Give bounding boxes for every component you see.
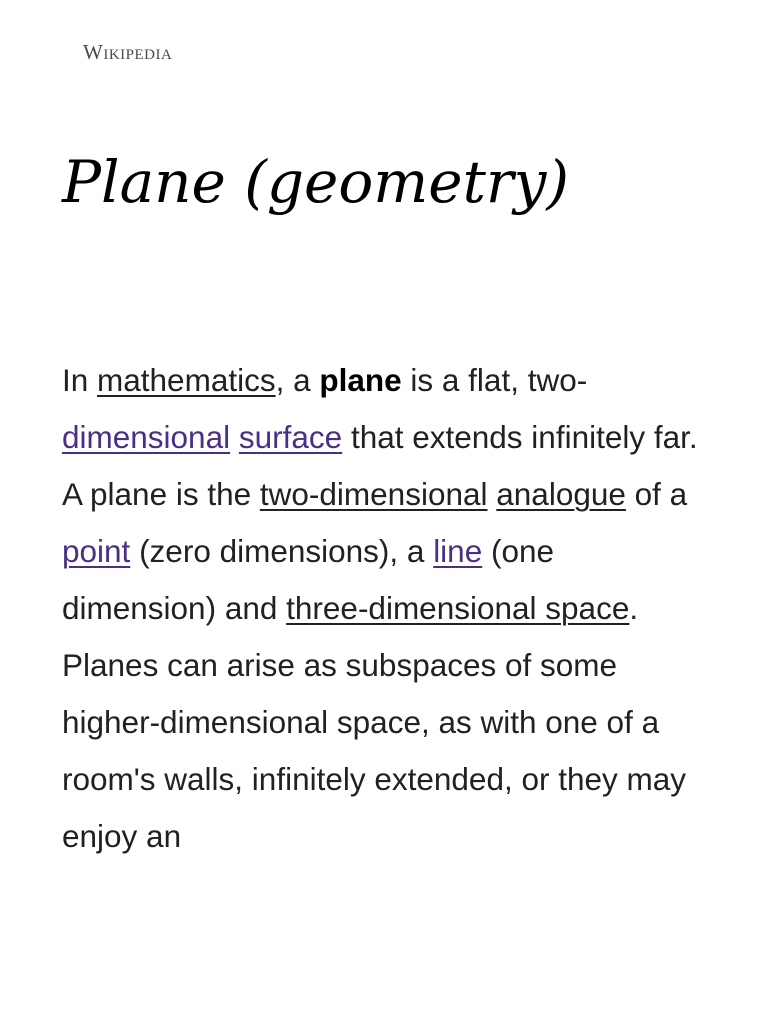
link-mathematics[interactable]: mathematics — [97, 362, 276, 398]
text-segment: is a flat, two- — [401, 362, 588, 398]
text-segment: In — [62, 362, 98, 398]
wikipedia-logo[interactable]: Wikipedia — [83, 40, 173, 64]
text-segment: of a — [625, 476, 688, 512]
lead-paragraph — [62, 352, 712, 865]
link-line[interactable]: line — [433, 533, 483, 569]
link-dimensional[interactable]: dimensional — [62, 419, 231, 455]
bold-term-plane: plane — [319, 362, 402, 398]
link-analogue[interactable]: analogue — [496, 476, 626, 512]
link-surface[interactable]: surface — [238, 419, 343, 455]
text-segment: that extends infinitely far. A plane is the — [62, 419, 698, 512]
text-segment: . Planes can arise as subspaces of some higher-dimensional space, as with one of a room's walls, infinitely extended, or they may enjoy an — [62, 590, 687, 854]
link-three-dimensional-space[interactable]: three-dimensional space — [286, 590, 630, 626]
page-title: Plane (geometry) — [62, 148, 570, 216]
text-segment: , a — [275, 362, 320, 398]
text-segment — [488, 476, 497, 512]
link-point[interactable]: point — [62, 533, 131, 569]
link-two-dimensional[interactable]: two-dimensional — [259, 476, 488, 512]
text-segment: (one dimension) and — [62, 533, 555, 626]
text-segment — [230, 419, 239, 455]
text-segment: (zero dimensions), a — [130, 533, 434, 569]
